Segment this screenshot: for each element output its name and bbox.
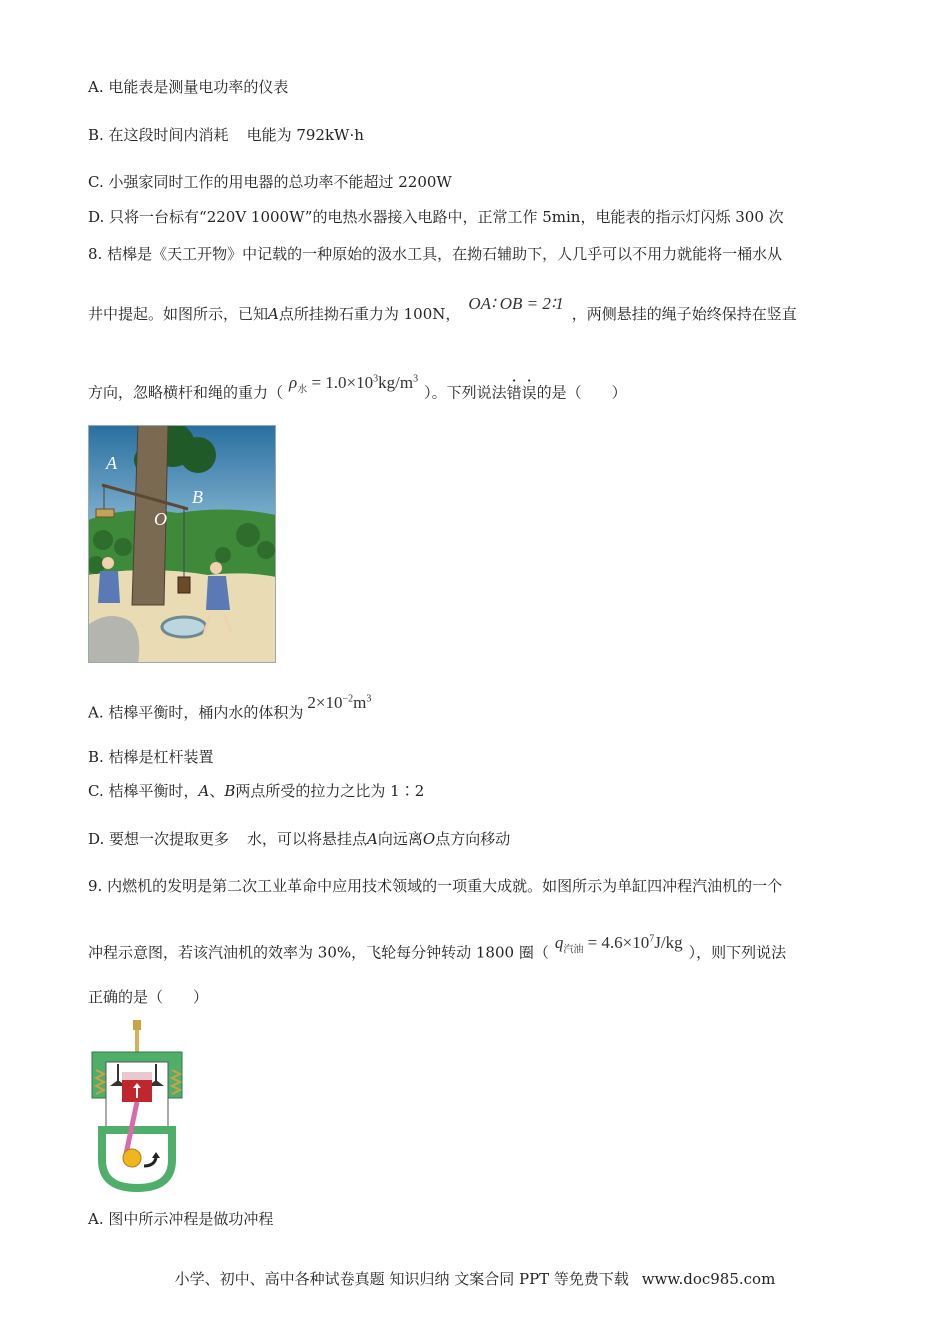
- q8-option-c-post: 两点所受的拉力之比为 1∶2: [235, 782, 425, 800]
- well: [162, 617, 206, 637]
- q8-option-d-point-o: O: [422, 830, 436, 848]
- q8-option-b: B. 桔槔是杠杆装置: [88, 748, 214, 766]
- q8-ratio-formula: OA∶ OB = 2∶1: [468, 294, 564, 313]
- q8-line3-post: 的是（ ）: [536, 383, 627, 402]
- footer-text: 小学、初中、高中各种试卷真题 知识归纳 文案合同 PPT 等免费下载: [174, 1270, 629, 1288]
- density-unit-exp: 3: [413, 373, 419, 384]
- q7-option-b-pre: B. 在这段时间内消耗: [88, 126, 229, 144]
- q8-stem-line1: 8. 桔槔是《天工开物》中记载的一种原始的汲水工具，在拗石辅助下，人几乎可以不用力就能将一桶水从: [88, 245, 783, 263]
- q8-emphasis-char-2: 误: [521, 383, 537, 402]
- q8-line3-pre: 方向，忽略横杆和绳的重力（: [88, 383, 284, 402]
- rocks: [88, 616, 139, 663]
- q8-line2-point-a: A: [268, 305, 279, 323]
- q8-stem-line3: [88, 372, 627, 411]
- crankshaft: [123, 1149, 141, 1167]
- heat-value-q: q: [554, 932, 564, 952]
- q8-line2-post: ，两侧悬挂的绳子始终保持在竖直: [571, 305, 797, 323]
- heat-value-unit: J/kg: [654, 932, 683, 952]
- q7-option-d: D. 只将一台标有“220V 1000W”的电热水器接入电路中，正常工作 5min，电能表的指示灯闪烁 300 次: [88, 208, 784, 226]
- q8-option-d-mid: 水，可以将悬挂点: [247, 830, 368, 848]
- engine-stroke-figure: [88, 1020, 186, 1192]
- q9-stem-line1: 9. 内燃机的发明是第二次工业革命中应用技术领域的一项重大成就。如图所示为单缸四冲程汽油机的一个: [88, 877, 783, 895]
- q8-option-d-pre: D. 要想一次提取更多: [88, 830, 230, 848]
- q8-stem-line2: [88, 294, 797, 325]
- volume-unit: m: [353, 692, 367, 712]
- density-sub: 水: [297, 384, 308, 396]
- q8-option-a: [88, 692, 372, 724]
- heat-value-exp: 7: [649, 933, 655, 944]
- label-a: A: [106, 453, 117, 473]
- spark-plug: [135, 1030, 139, 1052]
- q8-option-c: [88, 780, 424, 802]
- density-eq: = 1.0×10: [311, 372, 374, 392]
- q8-line2-mid: 点所挂拗石重力为 100N，: [278, 305, 461, 323]
- q8-option-c-pre: C. 桔槔平衡时，: [88, 782, 199, 800]
- q8-emphasis-char-1: 错: [506, 383, 522, 402]
- heat-value-eq: = 4.6×10: [587, 932, 650, 952]
- density-rho: ρ: [289, 372, 298, 392]
- volume-exp: −2: [342, 693, 354, 704]
- q8-option-d: [88, 828, 510, 850]
- q9-option-a: A. 图中所示冲程是做功冲程: [88, 1210, 274, 1228]
- combustion-gas: [122, 1072, 152, 1080]
- q8-line3-mid: ）。下列说法: [424, 383, 507, 402]
- q8-option-d-mid2: 向远离: [377, 830, 423, 848]
- q7-option-b: [88, 124, 364, 146]
- footer-site-link[interactable]: www.doc985.com: [641, 1270, 776, 1288]
- q9-line2-pre: 冲程示意图，若该汽油机的效率为 30%，飞轮每分钟转动 1800 圈（: [88, 943, 549, 962]
- density-exp: 3: [373, 373, 379, 384]
- q7-option-a: A. 电能表是测量电功率的仪表: [88, 78, 289, 96]
- q8-option-d-point-a: A: [367, 830, 378, 848]
- q9-stem-line2: [88, 932, 787, 971]
- counterweight-stone: [96, 509, 114, 517]
- well-sweep-figure: [88, 425, 276, 663]
- q8-option-a-pre: A. 桔槔平衡时，桶内水的体积为: [88, 703, 304, 722]
- q8-option-c-point-b: B: [224, 782, 236, 800]
- q8-option-c-point-a: A: [198, 782, 210, 800]
- label-o: O: [154, 509, 167, 529]
- q9-line2-post: ），则下列说法: [688, 943, 787, 962]
- spark-plug-cap: [133, 1020, 141, 1030]
- heat-value-sub: 汽油: [563, 944, 584, 956]
- q7-option-c: C. 小强家同时工作的用电器的总功率不能超过 2200W: [88, 173, 452, 191]
- volume-base: 2×10: [307, 692, 343, 712]
- page-footer: [0, 1268, 950, 1289]
- q7-option-b-post: 电能为 792kW·h: [246, 126, 364, 144]
- q8-option-d-post: 点方向移动: [435, 830, 511, 848]
- q9-heat-value-formula: [554, 932, 683, 956]
- bucket: [178, 577, 190, 593]
- q8-option-c-sep: 、: [209, 782, 225, 800]
- label-b: B: [192, 487, 203, 507]
- q8-volume-formula: [307, 693, 371, 712]
- q9-stem-line3: 正确的是（ ）: [88, 988, 209, 1006]
- q8-line2-pre: 井中提起。如图所示，已知: [88, 305, 269, 323]
- q8-density-formula: [289, 372, 419, 396]
- density-unit: kg/m: [378, 372, 414, 392]
- volume-unit-exp: 3: [366, 693, 372, 704]
